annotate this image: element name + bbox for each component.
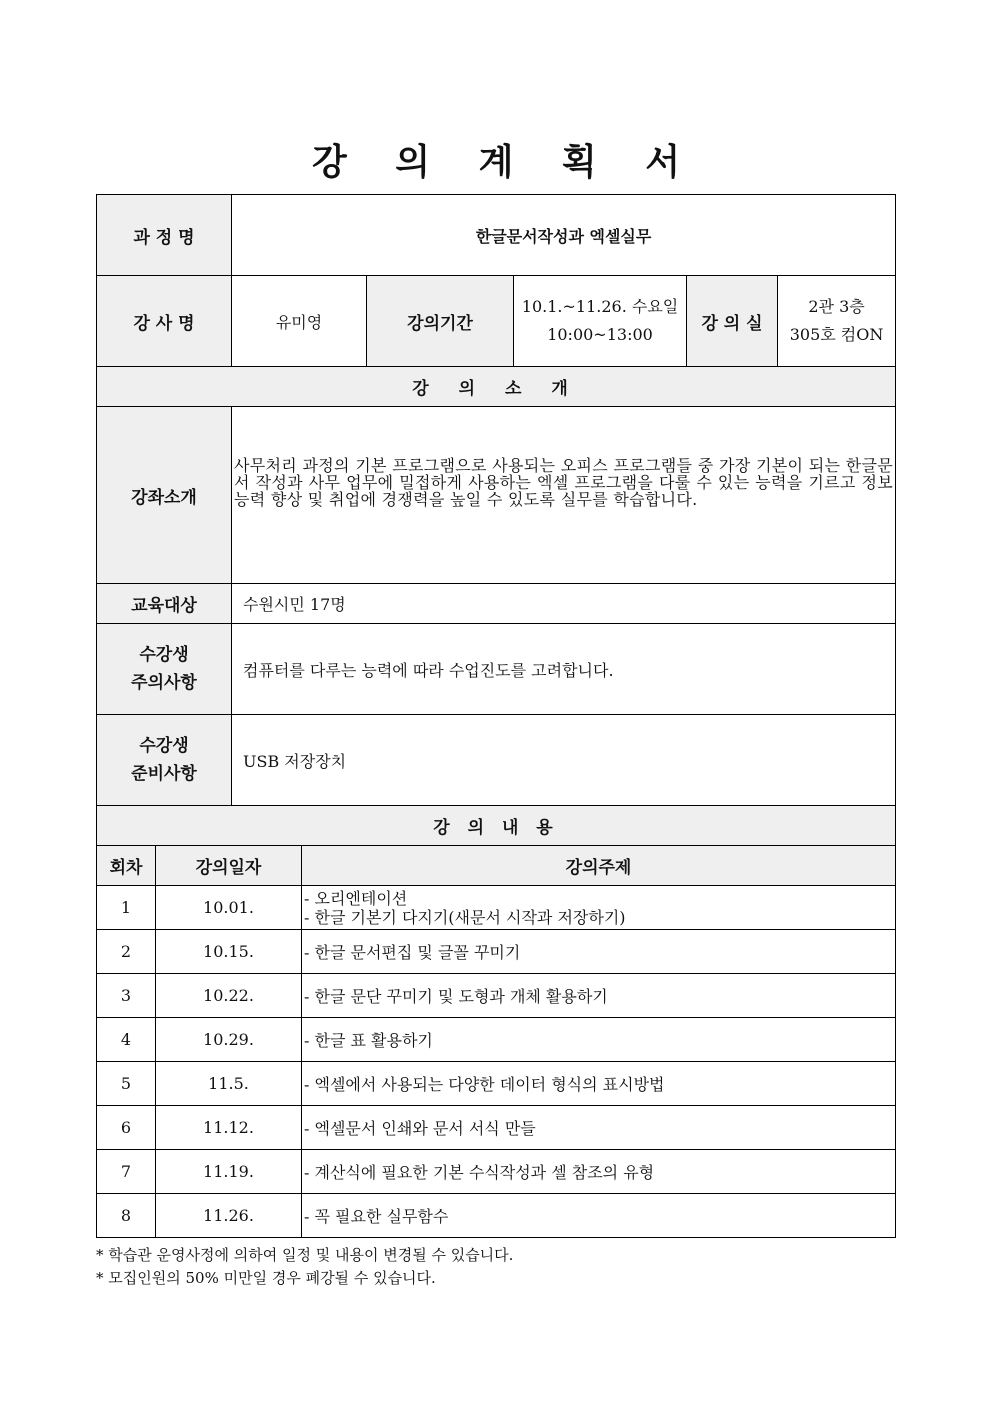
session-cell: 2 (97, 930, 156, 974)
table-row (97, 1106, 896, 1150)
caution-label (97, 624, 232, 715)
topic-cell: - 꼭 필요한 실무함수 (302, 1194, 896, 1238)
date-cell: 11.5. (156, 1062, 302, 1106)
session-cell: 8 (97, 1194, 156, 1238)
table-row (97, 1018, 896, 1062)
date-cell: 10.15. (156, 930, 302, 974)
schedule-section-title: 강 의 내 용 (97, 806, 896, 846)
prep-label-line2: 준비사항 (131, 764, 197, 784)
session-cell: 5 (97, 1062, 156, 1106)
intro-label: 강좌소개 (97, 407, 232, 584)
topic-cell: - 엑셀문서 인쇄와 문서 서식 만들 (302, 1106, 896, 1150)
date-cell: 10.22. (156, 974, 302, 1018)
prep-label (97, 715, 232, 806)
topic-cell: - 한글 문서편집 및 글꼴 꾸미기 (302, 930, 896, 974)
table-row (97, 1150, 896, 1194)
info-table (96, 194, 896, 806)
room-label: 강 의 실 (687, 276, 778, 367)
topic-cell: - 계산식에 필요한 기본 수식작성과 셀 참조의 유형 (302, 1150, 896, 1194)
instructor-value: 유미영 (232, 276, 367, 367)
table-row (97, 1194, 896, 1238)
instructor-label: 강 사 명 (97, 276, 232, 367)
prep-label-line1: 수강생 (139, 736, 189, 756)
period-label: 강의기간 (367, 276, 514, 367)
table-row (97, 886, 896, 930)
caution-label-line2: 주의사항 (131, 673, 197, 693)
document-title: 강 의 계 획 서 (311, 142, 698, 183)
topic-cell: - 한글 표 활용하기 (302, 1018, 896, 1062)
caution-value: 컴퓨터를 다루는 능력에 따라 수업진도를 고려합니다. (232, 624, 896, 715)
topic-line2: - 한글 기본기 다지기(새문서 시작과 저장하기) (304, 907, 626, 927)
period-line1: 10.1.~11.26. 수요일 (521, 297, 679, 316)
target-value: 수원시민 17명 (232, 584, 896, 624)
session-cell: 3 (97, 974, 156, 1018)
topic-line1: - 오리엔테이션 (304, 888, 408, 908)
period-line2: 10:00~13:00 (547, 325, 653, 344)
footnote: * 모집인원의 50% 미만일 경우 폐강될 수 있습니다. (96, 1269, 436, 1287)
date-cell: 10.01. (156, 886, 302, 930)
intro-text: 사무처리 과정의 기본 프로그램으로 사용되는 오피스 프로그램들 중 가장 기본이 되는 한글문서 작성과 사무 업무에 밀접하게 사용하는 엑셀 프로그램을 다룰 수 있는 능력을 기르고 정보능력 향상 및 취업에 경쟁력을 높일 수 있도록 실무를 학습합니다. (232, 407, 896, 584)
course-label: 과 정 명 (97, 195, 232, 276)
table-row (97, 1062, 896, 1106)
schedule-table (96, 805, 896, 1238)
course-value: 한글문서작성과 엑셀실무 (232, 195, 896, 276)
footnote: * 학습관 운영사정에 의하여 일정 및 내용이 변경될 수 있습니다. (96, 1246, 514, 1264)
session-cell: 6 (97, 1106, 156, 1150)
prep-value: USB 저장장치 (232, 715, 896, 806)
room-line2: 305호 컴ON (789, 325, 884, 344)
topic-cell (302, 886, 896, 930)
topic-cell: - 엑셀에서 사용되는 다양한 데이터 형식의 표시방법 (302, 1062, 896, 1106)
date-cell: 10.29. (156, 1018, 302, 1062)
table-row (97, 974, 896, 1018)
caution-label-line1: 수강생 (139, 645, 189, 665)
col-date-header: 강의일자 (156, 846, 302, 886)
col-session-header: 회차 (97, 846, 156, 886)
date-cell: 11.12. (156, 1106, 302, 1150)
date-cell: 11.19. (156, 1150, 302, 1194)
table-row (97, 930, 896, 974)
footnotes (96, 1244, 513, 1290)
session-cell: 1 (97, 886, 156, 930)
room-value (778, 276, 896, 367)
topic-cell: - 한글 문단 꾸미기 및 도형과 개체 활용하기 (302, 974, 896, 1018)
intro-section-title: 강 의 소 개 (97, 367, 896, 407)
target-label: 교육대상 (97, 584, 232, 624)
session-cell: 7 (97, 1150, 156, 1194)
period-value (514, 276, 687, 367)
room-line1: 2관 3층 (808, 297, 865, 316)
session-cell: 4 (97, 1018, 156, 1062)
col-topic-header: 강의주제 (302, 846, 896, 886)
date-cell: 11.26. (156, 1194, 302, 1238)
